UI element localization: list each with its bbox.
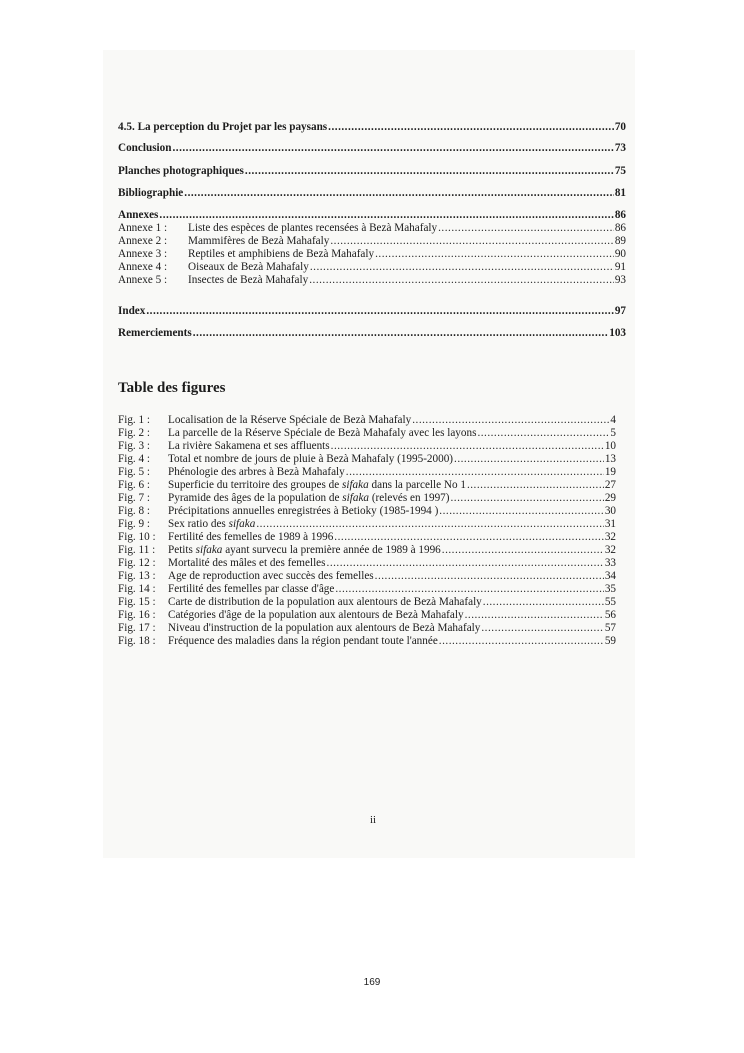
annex-item: Annexe 5 : Insectes de Bezà Mahafaly ..... 93 [118, 274, 626, 287]
figure-label: Fig. 8 : [118, 505, 151, 517]
toc-entry-planches: Planches photographiques ..... 75 [118, 165, 626, 178]
figure-entry [118, 557, 616, 570]
figure-entry [118, 570, 616, 583]
annex-item: Annexe 3 : Reptiles et amphibiens de Bezà Mahafaly ..... 90 [118, 248, 626, 261]
page-number: 169 [363, 977, 381, 988]
figure-entry [118, 453, 616, 466]
figure-title: Niveau d'instruction de la population aux alentours de Bezà Mahafaly [168, 622, 481, 634]
figure-entry [118, 518, 616, 531]
figure-page: 5 [610, 427, 616, 439]
figure-title: Fertilité des femelles de 1989 à 1996 [168, 531, 334, 543]
figure-title: Petits sifaka ayant survecu la première année de 1989 à 1996 [168, 544, 441, 556]
toc-entry-remerciements: Remerciements ..... 103 [118, 327, 626, 340]
figure-page: 13 [604, 453, 616, 465]
toc-entry-conclusion: Conclusion ..... 73 [118, 142, 626, 155]
toc-entry-index: Index ..... 97 [118, 305, 626, 318]
toc-planches-wrap [118, 165, 626, 178]
figure-entry [118, 414, 616, 427]
figure-label: Fig. 15 : [118, 596, 156, 608]
figure-label: Fig. 10 : [118, 531, 156, 543]
toc-conclusion-wrap [118, 142, 626, 155]
annex-item: Annexe 2 : Mammifères de Bezà Mahafaly ..... 89 [118, 235, 626, 248]
figure-label: Fig. 9 : [118, 518, 151, 530]
figure-page: 34 [604, 570, 616, 582]
figure-entry [118, 492, 616, 505]
figures-heading: Table des figures [118, 380, 226, 396]
toc-annexes-block [118, 209, 626, 287]
figure-label: Fig. 6 : [118, 479, 151, 491]
toc-entry-annexes: Annexes ..... 86 [118, 209, 626, 222]
toc-entry-4-5: 4.5. La perception du Projet par les paysans ..... 70 [118, 121, 626, 134]
figure-label: Fig. 14 : [118, 583, 156, 595]
figure-entry [118, 583, 616, 596]
figure-title: Phénologie des arbres à Bezà Mahafaly [168, 466, 345, 478]
figure-title: Mortalité des mâles et des femelles [168, 557, 326, 569]
figure-page: 55 [604, 596, 616, 608]
figure-entry [118, 505, 616, 518]
figure-page: 29 [604, 492, 616, 504]
figure-title: La rivière Sakamena et ses affluents [168, 440, 330, 452]
figure-label: Fig. 5 : [118, 466, 151, 478]
figure-label: Fig. 12 : [118, 557, 156, 569]
figure-entry [118, 622, 616, 635]
figure-label: Fig. 11 : [118, 544, 156, 556]
figure-title: Pyramide des âges de la population de sifaka (relevés en 1997) [168, 492, 450, 504]
figure-entry [118, 544, 616, 557]
figure-entry [118, 466, 616, 479]
figures-list [118, 414, 616, 648]
figure-title: Localisation de la Réserve Spéciale de Bezà Mahafaly [168, 414, 412, 426]
figure-page: 32 [604, 531, 616, 543]
figure-entry [118, 479, 616, 492]
figure-page: 4 [610, 414, 616, 426]
figure-entry [118, 596, 616, 609]
figure-title: Carte de distribution de la population aux alentours de Bezà Mahafaly [168, 596, 482, 608]
figure-label: Fig. 17 : [118, 622, 156, 634]
figure-page: 31 [604, 518, 616, 530]
figure-page: 56 [604, 609, 616, 621]
figure-title: Sex ratio des sifaka [168, 518, 256, 530]
figure-label: Fig. 1 : [118, 414, 151, 426]
figure-label: Fig. 13 : [118, 570, 156, 582]
figure-label: Fig. 18 : [118, 635, 156, 647]
figure-page: 33 [604, 557, 616, 569]
figure-entry [118, 635, 616, 648]
figure-title: Superficie du territoire des groupes de sifaka dans la parcelle No 1 [168, 479, 466, 491]
annex-item: Annexe 1 : Liste des espèces de plantes recensées à Bezà Mahafaly ..... 86 [118, 222, 626, 235]
figure-entry [118, 427, 616, 440]
figure-label: Fig. 3 : [118, 440, 151, 452]
figure-label: Fig. 2 : [118, 427, 151, 439]
figure-entry [118, 440, 616, 453]
figure-title: Fréquence des maladies dans la région pendant toute l'année [168, 635, 438, 647]
figure-entry [118, 609, 616, 622]
figure-page: 19 [604, 466, 616, 478]
figure-page: 27 [604, 479, 616, 491]
toc-entry-bibliographie: Bibliographie ..... 81 [118, 187, 626, 200]
figure-page: 10 [604, 440, 616, 452]
figure-page: 35 [604, 583, 616, 595]
figure-page: 59 [604, 635, 616, 647]
roman-page-number: ii [369, 814, 377, 826]
toc-remerciements-wrap [118, 327, 626, 340]
toc-index-wrap [118, 305, 626, 318]
figure-title: La parcelle de la Réserve Spéciale de Bezà Mahafaly avec les layons [168, 427, 477, 439]
figure-page: 57 [604, 622, 616, 634]
figure-label: Fig. 7 : [118, 492, 151, 504]
figure-title: Fertilité des femelles par classe d'âge [168, 583, 335, 595]
figure-page: 30 [604, 505, 616, 517]
annex-item: Annexe 4 : Oiseaux de Bezà Mahafaly ..... 91 [118, 261, 626, 274]
figure-title: Précipitations annuelles enregistrées à Betioky (1985-1994 ) [168, 505, 439, 517]
figure-title: Total et nombre de jours de pluie à Bezà Mahafaly (1995-2000) [168, 453, 454, 465]
figure-entry [118, 531, 616, 544]
toc-upper [118, 121, 626, 134]
toc-bibliographie-wrap [118, 187, 626, 200]
figure-title: Catégories d'âge de la population aux alentours de Bezà Mahafaly [168, 609, 464, 621]
figure-label: Fig. 4 : [118, 453, 151, 465]
figure-title: Age de reproduction avec succès des femelles [168, 570, 374, 582]
figure-page: 32 [604, 544, 616, 556]
figure-label: Fig. 16 : [118, 609, 156, 621]
